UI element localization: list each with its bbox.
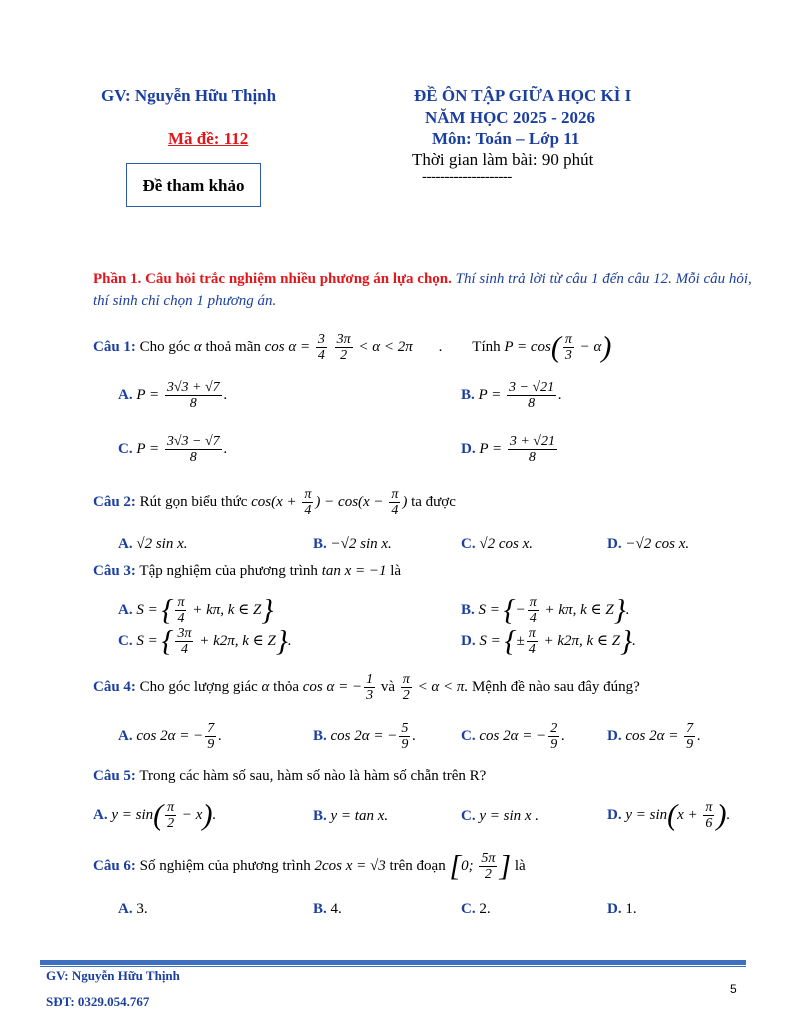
section-heading xyxy=(93,268,753,312)
option-label: B. xyxy=(461,386,475,403)
option-label: D. xyxy=(607,806,622,823)
option-label: C. xyxy=(118,632,133,649)
option-3c[interactable] xyxy=(118,626,292,657)
question-text: Tập nghiệm của phương trình xyxy=(139,563,318,579)
option-3a[interactable] xyxy=(118,595,273,626)
question-label: Câu 5: xyxy=(93,768,136,784)
math-expr: cos 2α = − $\frac{7}{9}$ . xyxy=(136,721,222,752)
question-text: Số nghiệm của phương trình xyxy=(139,857,311,874)
question-text: Rút gọn biểu thức xyxy=(139,493,248,510)
option-label: C. xyxy=(461,901,476,917)
option-label: C. xyxy=(118,440,133,457)
option-label: B. xyxy=(461,601,475,618)
math-expr: S = {± $\frac{\pi}{4}$ + k2π, k ∈ Z}. xyxy=(479,624,636,658)
question-text: Mệnh đề nào sau đây đúng? xyxy=(471,678,640,695)
option-label: A. xyxy=(118,536,133,552)
math-expr: √2 cos x. xyxy=(479,536,533,552)
option-label: B. xyxy=(313,808,327,824)
option-value: 3. xyxy=(136,901,148,917)
option-label: A. xyxy=(118,901,133,917)
option-3d[interactable] xyxy=(461,626,636,657)
math-expr: P = cos( $\frac{\pi}{3}$ − α) xyxy=(504,330,612,364)
question-text: là xyxy=(514,857,526,874)
math-expr: $\frac{\pi}{2}$ < α < π. xyxy=(402,672,469,703)
math-expr: S = {− $\frac{\pi}{4}$ + kπ, k ∈ Z}. xyxy=(478,593,630,627)
option-label: A. xyxy=(118,601,133,618)
math-expr: [0; $\frac{5\pi}{2}$ ] xyxy=(449,849,512,883)
option-2c[interactable] xyxy=(461,536,533,553)
option-1c[interactable] xyxy=(118,434,227,465)
option-label: B. xyxy=(313,536,327,552)
question-text: thỏa xyxy=(273,678,299,695)
question-text: ta được xyxy=(411,493,456,510)
math-expr: cos(x + $\frac{\pi}{4}$ ) − cos(x − $\frac{\pi}{4}$ ) xyxy=(251,487,408,518)
exam-time: Thời gian làm bài: 90 phút xyxy=(412,150,594,169)
question-text: thoả mãn xyxy=(205,338,261,355)
exam-title: ĐỀ ÔN TẬP GIỮA HỌC KÌ I xyxy=(414,86,632,105)
question-2 xyxy=(93,487,456,518)
header-divider: -------------------- xyxy=(422,169,512,185)
option-4c[interactable] xyxy=(461,721,565,752)
question-label: Câu 6: xyxy=(93,857,136,874)
math-expr: P = $\frac{3√3 + √7}{8}$ . xyxy=(136,380,228,411)
section-title: Phần 1. Câu hỏi trắc nghiệm nhiều phương án lựa chọn. xyxy=(93,271,452,287)
question-text: Tính xyxy=(472,338,501,355)
option-1b[interactable] xyxy=(461,380,562,411)
option-4d[interactable] xyxy=(607,721,701,752)
option-6b[interactable] xyxy=(313,901,342,918)
option-5b[interactable] xyxy=(313,808,388,825)
math-expr: S = { $\frac{\pi}{4}$ + kπ, k ∈ Z} xyxy=(136,593,274,627)
math-expr: y = sin( $\frac{\pi}{2}$ − x). xyxy=(111,798,217,832)
math-expr: P = $\frac{3√3 - √7}{8}$ . xyxy=(136,434,228,465)
option-value: 1. xyxy=(625,901,637,917)
option-label: A. xyxy=(118,386,133,403)
option-label: D. xyxy=(461,632,476,649)
question-label: Câu 1: xyxy=(93,338,136,355)
question-1 xyxy=(93,332,611,363)
option-label: D. xyxy=(607,901,622,917)
math-expr: α xyxy=(193,338,202,355)
question-6 xyxy=(93,851,526,882)
option-value: 4. xyxy=(330,901,342,917)
math-expr: y = tan x. xyxy=(330,808,389,824)
math-expr: √2 sin x. xyxy=(136,536,188,552)
option-2a[interactable] xyxy=(118,536,188,553)
footer-teacher: GV: Nguyễn Hữu Thịnh xyxy=(46,968,180,983)
math-expr: cos α = $\frac{3}{4}$ $\frac{3\pi}{2}$ < α < 2π . xyxy=(264,332,443,363)
question-label: Câu 2: xyxy=(93,493,136,510)
option-label: B. xyxy=(313,901,327,917)
question-4 xyxy=(93,672,640,703)
math-expr: y = sin x . xyxy=(479,808,540,824)
math-expr: P = $\frac{3 + √21}{8}$ xyxy=(479,434,555,465)
option-label: C. xyxy=(461,727,476,744)
question-3 xyxy=(93,563,401,580)
math-expr: 2cos x = √3 xyxy=(314,857,386,874)
option-2d[interactable] xyxy=(607,536,689,553)
exam-code: Mã đề: 112 xyxy=(168,129,249,148)
math-expr: y = sin(x + $\frac{\pi}{6}$ ). xyxy=(625,798,731,832)
math-expr: cos 2α = − $\frac{2}{9}$ . xyxy=(479,721,565,752)
page-number: 5 xyxy=(730,982,737,996)
option-label: A. xyxy=(93,806,108,823)
teacher-name: GV: Nguyễn Hữu Thịnh xyxy=(101,86,277,105)
math-expr: −√2 cos x. xyxy=(625,536,690,552)
option-label: A. xyxy=(118,727,133,744)
option-label: C. xyxy=(461,536,476,552)
math-expr: S = { $\frac{3\pi}{4}$ + k2π, k ∈ Z}. xyxy=(136,624,292,658)
question-text: và xyxy=(380,678,396,695)
option-5a[interactable] xyxy=(93,800,216,831)
option-label: D. xyxy=(607,727,622,744)
math-expr: cos α = − $\frac{1}{3}$ xyxy=(302,672,374,703)
question-text: Cho góc lượng giác xyxy=(139,678,258,695)
option-5c[interactable] xyxy=(461,808,539,825)
question-label: Câu 4: xyxy=(93,678,136,695)
math-expr: cos 2α = − $\frac{5}{9}$ . xyxy=(330,721,417,752)
footer-phone: SĐT: 0329.054.767 xyxy=(46,994,150,1009)
option-4b[interactable] xyxy=(313,721,416,752)
school-year: NĂM HỌC 2025 - 2026 xyxy=(425,108,595,127)
option-3b[interactable] xyxy=(461,595,629,626)
option-6d[interactable] xyxy=(607,901,637,918)
question-text: là xyxy=(390,563,402,579)
question-text: trên đoạn xyxy=(389,857,446,874)
option-label: B. xyxy=(313,727,327,744)
question-text: Cho góc xyxy=(139,338,191,355)
option-label: D. xyxy=(461,440,476,457)
footer-divider xyxy=(40,960,746,965)
question-text: Trong các hàm số sau, hàm số nào là hàm số chẵn trên R? xyxy=(139,768,487,784)
option-label: C. xyxy=(461,808,476,824)
option-6c[interactable] xyxy=(461,901,491,918)
option-6a[interactable] xyxy=(118,901,148,918)
section-instruction: Thí sinh trả lời từ câu 1 đến câu 12. Mỗi câu hỏi, thí sinh chỉ chọn 1 phương án. xyxy=(93,271,752,309)
math-expr: tan x = −1 xyxy=(321,563,387,579)
option-5d[interactable] xyxy=(607,800,730,831)
question-5 xyxy=(93,768,486,785)
subject: Môn: Toán – Lớp 11 xyxy=(432,129,580,148)
reference-box: Đề tham khảo xyxy=(126,163,261,207)
math-expr: cos 2α = $\frac{7}{9}$ . xyxy=(625,721,701,752)
option-1d[interactable] xyxy=(461,434,559,465)
footer-divider-thin xyxy=(40,966,746,967)
question-label: Câu 3: xyxy=(93,563,136,579)
option-4a[interactable] xyxy=(118,721,222,752)
math-expr: α xyxy=(261,678,270,695)
math-expr: P = $\frac{3 - √21}{8}$ . xyxy=(478,380,562,411)
option-label: D. xyxy=(607,536,622,552)
math-expr: −√2 sin x. xyxy=(330,536,392,552)
option-value: 2. xyxy=(479,901,491,917)
option-1a[interactable] xyxy=(118,380,227,411)
option-2b[interactable] xyxy=(313,536,392,553)
